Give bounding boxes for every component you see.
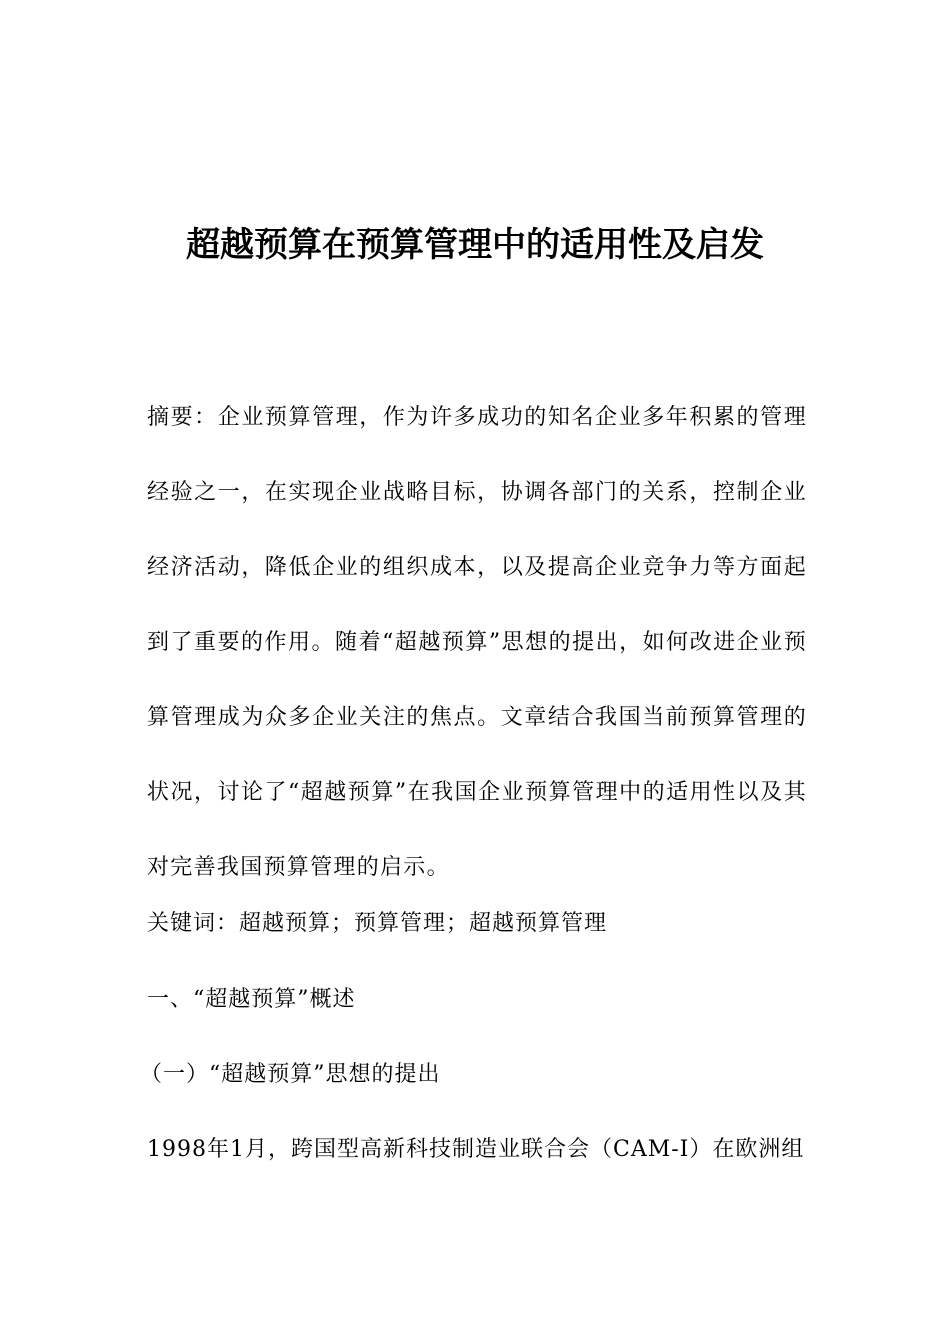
body-paragraph: 1998年1月，跨国型高新科技制造业联合会（CAM-I）在欧洲组	[147, 1137, 805, 1162]
subsection-heading: （一）“超越预算”思想的提出	[140, 1062, 441, 1087]
abstract-paragraph: 摘要：企业预算管理，作为许多成功的知名企业多年积累的管理经验之一，在实现企业战略目标，协调各部门的关系，控制企业经济活动，降低企业的组织成本，以及提高企业竞争力等方面起到了重要的作用。随着“超越预算”思想的提出，如何改进企业预算管理成为众多企业关注的焦点。文章结合我国当前预算管理的状况，讨论了“超越预算”在我国企业预算管理中的适用性以及其对完善我国预算管理的启示。	[147, 405, 807, 880]
keywords-line: 关键词：超越预算；预算管理；超越预算管理	[147, 911, 608, 936]
document-title: 超越预算在预算管理中的适用性及启发	[186, 225, 764, 265]
section-heading: 一、“超越预算”概述	[147, 987, 356, 1012]
